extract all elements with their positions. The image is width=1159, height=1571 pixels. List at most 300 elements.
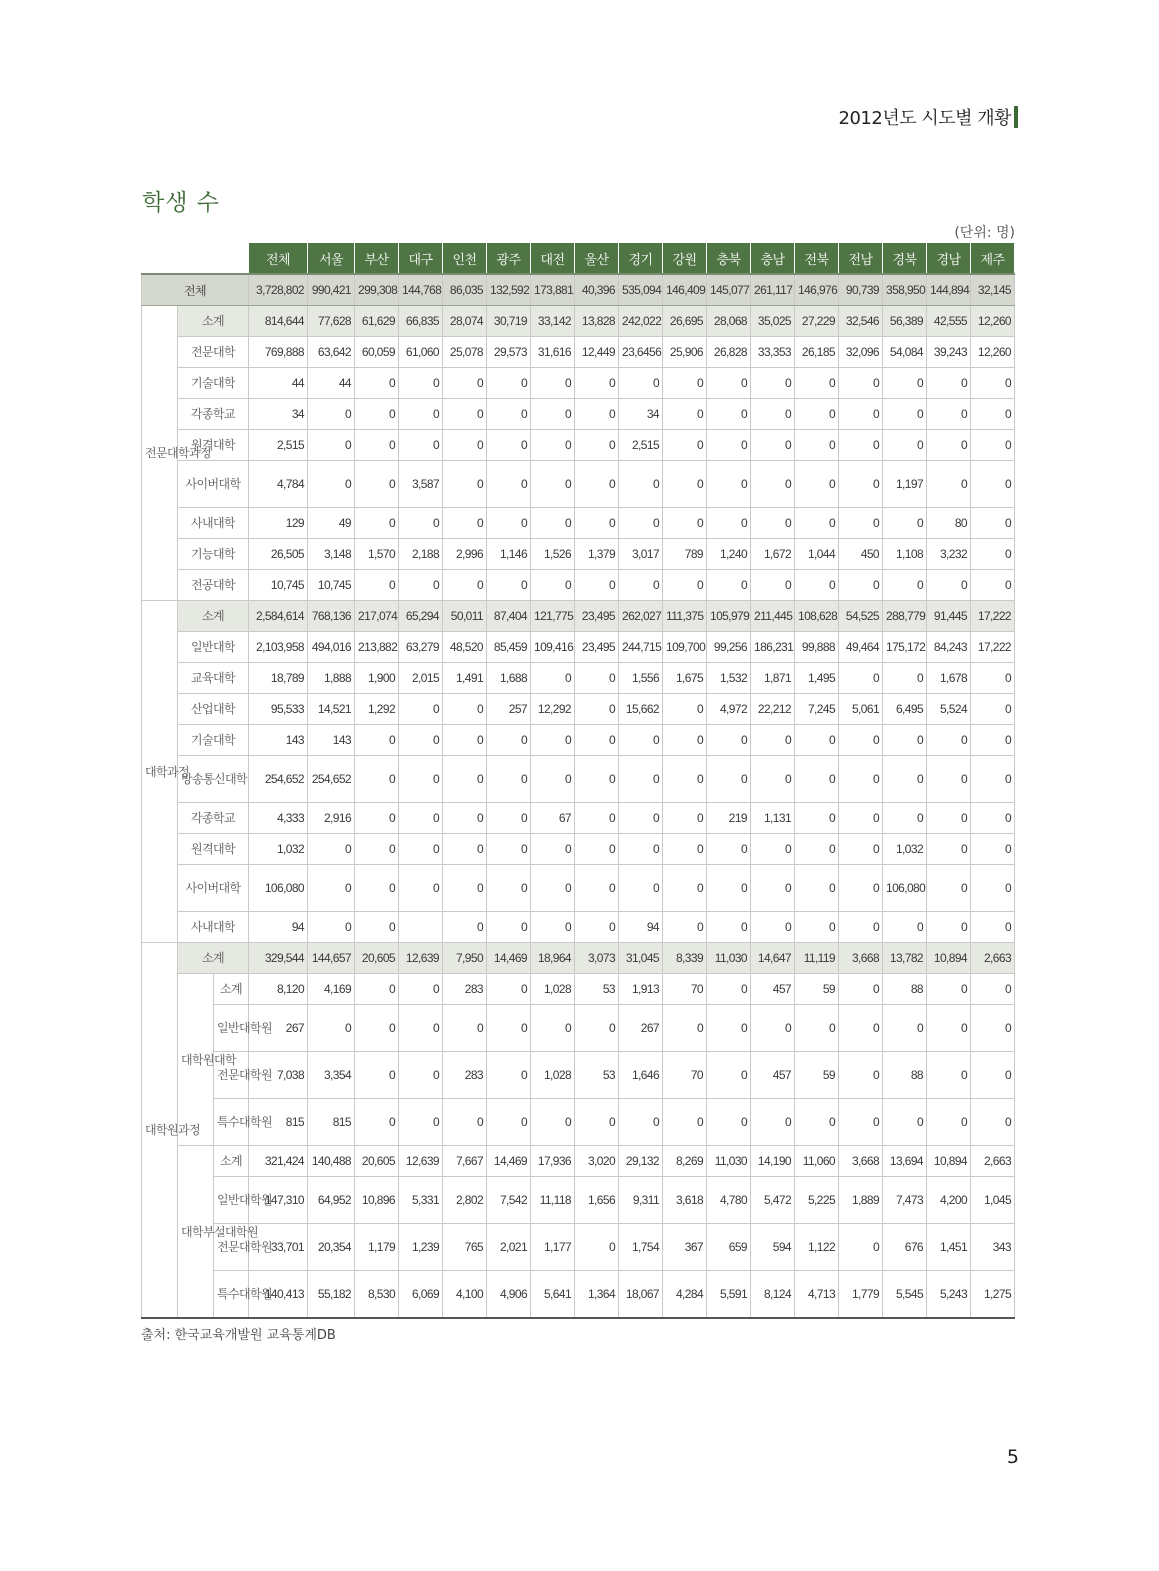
table-cell: 67	[531, 803, 575, 834]
table-cell: 765	[443, 1224, 487, 1271]
table-cell: 0	[487, 399, 531, 430]
row-label: 사내대학	[178, 508, 249, 539]
table-cell: 29,573	[487, 337, 531, 368]
table-cell: 0	[399, 834, 443, 865]
row-label: 사내대학	[178, 912, 249, 943]
table-cell: 1,889	[839, 1177, 883, 1224]
table-cell: 0	[971, 508, 1015, 539]
table-cell: 0	[575, 834, 619, 865]
table-row	[142, 694, 1015, 725]
table-cell: 0	[308, 430, 355, 461]
table-cell: 0	[355, 399, 399, 430]
table-cell: 0	[751, 725, 795, 756]
table-cell: 769,888	[249, 337, 308, 368]
table-cell: 1,526	[531, 539, 575, 570]
table-cell: 0	[399, 570, 443, 601]
table-cell: 0	[487, 974, 531, 1005]
table-cell: 0	[839, 803, 883, 834]
table-cell: 0	[443, 368, 487, 399]
table-cell: 3,728,802	[249, 274, 308, 306]
subgroup-label: 대학원대학	[178, 974, 214, 1146]
table-cell: 1,028	[531, 1052, 575, 1099]
row-label: 소계	[178, 306, 249, 337]
table-cell: 0	[355, 912, 399, 943]
table-cell: 0	[707, 725, 751, 756]
table-cell: 94	[619, 912, 663, 943]
table-cell: 0	[883, 912, 927, 943]
table-cell: 1,646	[619, 1052, 663, 1099]
table-cell: 8,339	[663, 943, 707, 974]
table-cell: 48,520	[443, 632, 487, 663]
table-cell: 0	[399, 1052, 443, 1099]
table-cell: 0	[355, 1099, 399, 1146]
table-cell: 0	[927, 399, 971, 430]
table-cell: 20,605	[355, 1146, 399, 1177]
table-cell: 0	[619, 865, 663, 912]
table-cell: 2,515	[619, 430, 663, 461]
table-cell: 0	[795, 803, 839, 834]
table-cell: 0	[308, 834, 355, 865]
table-cell: 0	[751, 461, 795, 508]
table-cell: 54,525	[839, 601, 883, 632]
table-cell: 0	[355, 974, 399, 1005]
table-cell: 0	[531, 399, 575, 430]
table-cell: 0	[487, 803, 531, 834]
table-cell: 0	[839, 974, 883, 1005]
table-cell: 140,488	[308, 1146, 355, 1177]
column-header: 충북	[707, 243, 751, 274]
table-cell: 1,556	[619, 663, 663, 694]
table-cell: 0	[619, 461, 663, 508]
table-cell: 18,067	[619, 1271, 663, 1319]
table-cell: 0	[707, 756, 751, 803]
table-cell: 26,695	[663, 306, 707, 337]
table-cell: 0	[971, 430, 1015, 461]
table-cell: 0	[751, 430, 795, 461]
table-cell: 95,533	[249, 694, 308, 725]
table-cell: 111,375	[663, 601, 707, 632]
table-cell: 0	[927, 912, 971, 943]
table-cell: 145,077	[707, 274, 751, 306]
table-cell: 29,132	[619, 1146, 663, 1177]
table-cell: 7,245	[795, 694, 839, 725]
table-cell: 1,032	[883, 834, 927, 865]
row-label: 소계	[214, 974, 249, 1005]
table-cell: 450	[839, 539, 883, 570]
table-cell: 90,739	[839, 274, 883, 306]
table-header-row	[142, 243, 1015, 274]
table-cell: 13,694	[883, 1146, 927, 1177]
table-cell: 0	[443, 865, 487, 912]
table-cell: 0	[619, 1099, 663, 1146]
table-cell: 56,389	[883, 306, 927, 337]
table-cell: 0	[839, 461, 883, 508]
table-cell: 0	[839, 725, 883, 756]
table-cell: 358,950	[883, 274, 927, 306]
table-cell: 0	[443, 1005, 487, 1052]
table-cell: 0	[663, 834, 707, 865]
table-cell: 0	[927, 803, 971, 834]
table-cell: 0	[663, 725, 707, 756]
table-cell: 789	[663, 539, 707, 570]
table-cell: 2,515	[249, 430, 308, 461]
table-cell: 0	[883, 430, 927, 461]
table-cell: 0	[751, 399, 795, 430]
table-cell: 28,074	[443, 306, 487, 337]
table-cell: 0	[839, 663, 883, 694]
table-cell: 0	[575, 694, 619, 725]
table-cell: 267	[619, 1005, 663, 1052]
row-label: 기술대학	[178, 725, 249, 756]
group-label: 대학과정	[142, 601, 178, 943]
table-cell: 0	[839, 865, 883, 912]
table-cell: 66,835	[399, 306, 443, 337]
table-cell: 1,122	[795, 1224, 839, 1271]
table-cell: 0	[355, 865, 399, 912]
table-cell: 31,616	[531, 337, 575, 368]
table-row	[142, 834, 1015, 865]
table-cell: 0	[927, 368, 971, 399]
table-cell: 0	[795, 399, 839, 430]
table-row	[142, 663, 1015, 694]
table-cell: 0	[927, 570, 971, 601]
table-cell: 2,584,614	[249, 601, 308, 632]
table-cell: 4,784	[249, 461, 308, 508]
column-header: 광주	[487, 243, 531, 274]
table-cell: 815	[308, 1099, 355, 1146]
table-cell: 32,546	[839, 306, 883, 337]
table-cell: 0	[443, 570, 487, 601]
table-cell: 0	[399, 865, 443, 912]
table-cell: 39,243	[927, 337, 971, 368]
table-cell: 1,688	[487, 663, 531, 694]
table-row	[142, 430, 1015, 461]
table-cell: 0	[575, 912, 619, 943]
table-cell: 12,449	[575, 337, 619, 368]
table-cell: 0	[927, 1052, 971, 1099]
table-cell: 2,021	[487, 1224, 531, 1271]
table-cell: 0	[795, 368, 839, 399]
table-cell: 0	[575, 803, 619, 834]
table-cell: 14,469	[487, 1146, 531, 1177]
table-cell: 10,894	[927, 1146, 971, 1177]
table-cell: 0	[531, 1005, 575, 1052]
table-cell: 4,200	[927, 1177, 971, 1224]
table-cell: 44	[308, 368, 355, 399]
table-cell: 0	[531, 834, 575, 865]
table-cell: 146,976	[795, 274, 839, 306]
table-cell: 0	[619, 803, 663, 834]
table-cell: 7,473	[883, 1177, 927, 1224]
table-cell: 2,188	[399, 539, 443, 570]
table-cell: 0	[619, 756, 663, 803]
table-row	[142, 1177, 1015, 1224]
table-cell: 0	[575, 1099, 619, 1146]
table-cell: 0	[883, 399, 927, 430]
table-cell: 50,011	[443, 601, 487, 632]
table-cell: 0	[971, 461, 1015, 508]
table-cell: 0	[971, 865, 1015, 912]
table-cell: 8,124	[751, 1271, 795, 1319]
table-cell: 53	[575, 1052, 619, 1099]
table-cell: 25,906	[663, 337, 707, 368]
table-cell: 49,464	[839, 632, 883, 663]
table-cell: 129	[249, 508, 308, 539]
table-cell: 5,524	[927, 694, 971, 725]
table-cell: 143	[308, 725, 355, 756]
table-cell: 0	[927, 461, 971, 508]
table-cell: 217,074	[355, 601, 399, 632]
table-cell: 0	[927, 1099, 971, 1146]
table-cell: 26,505	[249, 539, 308, 570]
table-cell: 0	[971, 1005, 1015, 1052]
table-cell: 14,521	[308, 694, 355, 725]
table-cell: 0	[308, 461, 355, 508]
table-cell: 0	[927, 865, 971, 912]
table-cell: 0	[927, 756, 971, 803]
table-cell: 70	[663, 1052, 707, 1099]
row-label: 특수대학원	[214, 1271, 249, 1319]
table-row	[142, 570, 1015, 601]
table-cell: 1,532	[707, 663, 751, 694]
table-cell: 0	[399, 399, 443, 430]
table-cell: 32,145	[971, 274, 1015, 306]
table-cell: 14,190	[751, 1146, 795, 1177]
row-label: 기술대학	[178, 368, 249, 399]
table-cell: 0	[707, 912, 751, 943]
table-cell: 0	[531, 865, 575, 912]
table-row	[142, 912, 1015, 943]
table-cell: 535,094	[619, 274, 663, 306]
table-cell: 0	[308, 865, 355, 912]
table-cell: 0	[443, 725, 487, 756]
table-cell: 147,310	[249, 1177, 308, 1224]
row-label: 각종학교	[178, 399, 249, 430]
table-cell: 1,239	[399, 1224, 443, 1271]
table-cell: 0	[355, 430, 399, 461]
table-cell: 0	[751, 912, 795, 943]
table-cell: 0	[751, 570, 795, 601]
table-cell: 11,060	[795, 1146, 839, 1177]
table-cell: 0	[355, 570, 399, 601]
table-cell: 1,678	[927, 663, 971, 694]
table-cell: 0	[971, 570, 1015, 601]
table-cell: 0	[443, 694, 487, 725]
table-cell: 0	[399, 756, 443, 803]
table-cell: 4,713	[795, 1271, 839, 1319]
table-cell: 0	[707, 834, 751, 865]
table-cell: 2,103,958	[249, 632, 308, 663]
column-header: 울산	[575, 243, 619, 274]
table-cell: 0	[971, 368, 1015, 399]
table-cell: 0	[751, 368, 795, 399]
table-cell: 32,096	[839, 337, 883, 368]
table-cell: 0	[839, 399, 883, 430]
table-cell: 267	[249, 1005, 308, 1052]
source-note: 출처: 한국교육개발원 교육통계DB	[141, 1328, 336, 1343]
table-cell: 0	[531, 725, 575, 756]
table-row	[142, 756, 1015, 803]
row-label: 기능대학	[178, 539, 249, 570]
table-cell: 106,080	[883, 865, 927, 912]
table-cell: 0	[839, 912, 883, 943]
table-cell: 8,269	[663, 1146, 707, 1177]
table-cell: 63,642	[308, 337, 355, 368]
table-cell: 11,118	[531, 1177, 575, 1224]
table-cell: 4,284	[663, 1271, 707, 1319]
table-cell: 494,016	[308, 632, 355, 663]
table-cell: 28,068	[707, 306, 751, 337]
table-cell: 84,243	[927, 632, 971, 663]
table-row	[142, 601, 1015, 632]
table-cell: 0	[707, 1005, 751, 1052]
table-cell: 88	[883, 974, 927, 1005]
table-cell: 1,028	[531, 974, 575, 1005]
table-cell: 676	[883, 1224, 927, 1271]
table-cell: 367	[663, 1224, 707, 1271]
table-cell: 12,292	[531, 694, 575, 725]
table-cell: 12,260	[971, 306, 1015, 337]
table-cell: 0	[707, 430, 751, 461]
table-cell: 144,657	[308, 943, 355, 974]
table-cell: 144,768	[399, 274, 443, 306]
table-cell: 121,775	[531, 601, 575, 632]
table-cell: 94	[249, 912, 308, 943]
table-cell: 59	[795, 1052, 839, 1099]
table-cell: 5,225	[795, 1177, 839, 1224]
table-cell: 2,663	[971, 943, 1015, 974]
table-cell: 0	[399, 1005, 443, 1052]
table-cell: 18,789	[249, 663, 308, 694]
table-cell: 0	[443, 399, 487, 430]
table-cell: 0	[883, 756, 927, 803]
table-cell: 4,169	[308, 974, 355, 1005]
table-cell: 0	[531, 368, 575, 399]
table-cell: 254,652	[249, 756, 308, 803]
table-cell: 80	[927, 508, 971, 539]
column-header: 대구	[399, 243, 443, 274]
table-cell: 0	[663, 368, 707, 399]
table-cell: 0	[971, 663, 1015, 694]
table-cell: 23,495	[575, 632, 619, 663]
table-cell: 0	[795, 570, 839, 601]
table-cell: 0	[839, 1224, 883, 1271]
table-cell: 254,652	[308, 756, 355, 803]
table-cell: 86,035	[443, 274, 487, 306]
table-cell: 22,212	[751, 694, 795, 725]
table-cell: 0	[971, 399, 1015, 430]
table-cell: 5,545	[883, 1271, 927, 1319]
table-cell: 0	[487, 756, 531, 803]
table-cell: 1,146	[487, 539, 531, 570]
table-cell: 0	[971, 974, 1015, 1005]
table-cell: 0	[355, 368, 399, 399]
table-cell: 0	[971, 1052, 1015, 1099]
column-header: 서울	[308, 243, 355, 274]
table-cell: 23,495	[575, 601, 619, 632]
table-row	[142, 368, 1015, 399]
table-cell: 594	[751, 1224, 795, 1271]
row-label: 특수대학원	[214, 1099, 249, 1146]
table-row	[142, 974, 1015, 1005]
table-cell: 0	[795, 725, 839, 756]
table-cell: 0	[443, 803, 487, 834]
row-label: 전체	[142, 274, 249, 306]
table-cell: 1,913	[619, 974, 663, 1005]
table-cell: 3,020	[575, 1146, 619, 1177]
table-cell: 1,451	[927, 1224, 971, 1271]
header-accent-bar	[1014, 106, 1018, 128]
table-cell: 0	[707, 368, 751, 399]
table-cell: 1,672	[751, 539, 795, 570]
table-cell: 6,495	[883, 694, 927, 725]
table-cell: 0	[663, 461, 707, 508]
table-cell: 0	[795, 756, 839, 803]
table-cell: 4,906	[487, 1271, 531, 1319]
row-label: 전공대학	[178, 570, 249, 601]
table-cell: 299,308	[355, 274, 399, 306]
column-header: 강원	[663, 243, 707, 274]
table-cell: 17,936	[531, 1146, 575, 1177]
table-cell: 0	[487, 865, 531, 912]
row-label: 소계	[178, 943, 249, 974]
table-cell: 64,952	[308, 1177, 355, 1224]
table-cell: 5,331	[399, 1177, 443, 1224]
table-cell: 2,663	[971, 1146, 1015, 1177]
table-cell: 27,229	[795, 306, 839, 337]
table-cell: 5,591	[707, 1271, 751, 1319]
table-cell: 0	[355, 756, 399, 803]
table-cell: 0	[399, 1099, 443, 1146]
table-cell: 4,780	[707, 1177, 751, 1224]
table-cell: 0	[795, 834, 839, 865]
table-cell: 0	[531, 570, 575, 601]
table-cell: 0	[839, 834, 883, 865]
row-label: 사이버대학	[178, 865, 249, 912]
table-cell: 0	[443, 430, 487, 461]
table-cell: 0	[883, 725, 927, 756]
table-cell: 0	[883, 368, 927, 399]
table-cell: 186,231	[751, 632, 795, 663]
table-cell: 0	[883, 1099, 927, 1146]
table-cell: 0	[355, 1052, 399, 1099]
table-cell: 13,782	[883, 943, 927, 974]
table-cell: 175,172	[883, 632, 927, 663]
table-cell: 0	[575, 461, 619, 508]
column-header: 제주	[971, 243, 1015, 274]
table-cell: 0	[487, 834, 531, 865]
table-cell: 0	[663, 694, 707, 725]
table-cell: 0	[487, 461, 531, 508]
table-cell: 146,409	[663, 274, 707, 306]
table-cell: 283	[443, 1052, 487, 1099]
table-cell: 0	[663, 399, 707, 430]
table-cell: 5,243	[927, 1271, 971, 1319]
table-cell: 0	[575, 508, 619, 539]
table-cell: 85,459	[487, 632, 531, 663]
table-cell: 0	[971, 725, 1015, 756]
table-cell: 77,628	[308, 306, 355, 337]
table-cell: 3,587	[399, 461, 443, 508]
table-cell: 0	[399, 508, 443, 539]
table-cell: 0	[751, 865, 795, 912]
table-cell: 0	[443, 756, 487, 803]
table-cell: 11,119	[795, 943, 839, 974]
table-cell: 0	[795, 1099, 839, 1146]
row-label: 일반대학	[178, 632, 249, 663]
table-cell: 0	[839, 508, 883, 539]
table-cell: 70	[663, 974, 707, 1005]
